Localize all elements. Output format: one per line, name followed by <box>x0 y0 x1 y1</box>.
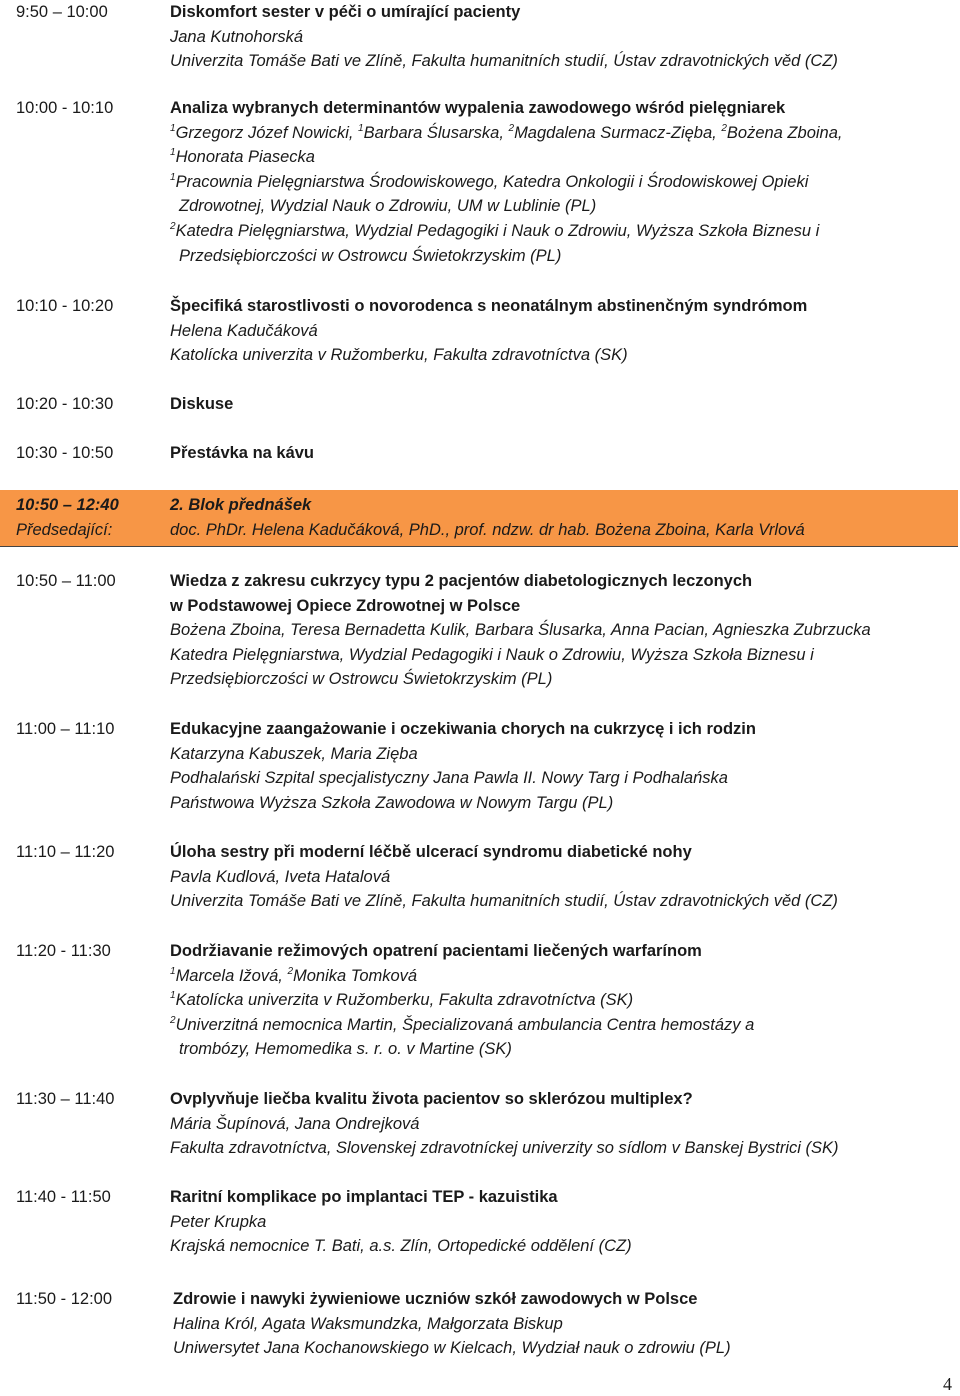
time-slot: 10:20 - 10:30 <box>16 395 114 413</box>
talk-title: Diskuse <box>170 395 234 413</box>
authors: Halina Król, Agata Waksmundzka, Małgorzata Biskup <box>173 1314 563 1333</box>
time-slot: 10:10 - 10:20 <box>16 297 114 315</box>
time-slot: 10:30 - 10:50 <box>16 444 114 462</box>
time-slot: 10:00 - 10:10 <box>16 99 114 117</box>
block-time-and-chair-label <box>16 493 166 542</box>
session-block-header <box>0 490 958 547</box>
chair-label: Předsedající: <box>16 520 113 539</box>
affiliation: Katedra Pielęgniarstwa, Wydzial Pedagogiki i Nauk o Zdrowiu, Wyższa Szkoła Biznesu i <box>170 645 814 664</box>
block-title: 2. Blok přednášek <box>170 496 312 514</box>
talk-title: Úloha sestry při moderní léčbě ulcerací syndromu diabetické nohy <box>170 843 692 861</box>
authors: Katarzyna Kabuszek, Maria Zięba <box>170 744 418 763</box>
affiliation: $^2$Univerzitná nemocnica Martin, Špecializovaná ambulancia Centra hemostázy a <box>170 1014 755 1034</box>
talk-title: Edukacyjne zaangażowanie i oczekiwania chorych na cukrzycę i ich rodzin <box>170 720 756 738</box>
affiliation: Univerzita Tomáše Bati ve Zlíně, Fakulta humanitních studií, Ústav zdravotnických věd (CZ) <box>170 892 838 911</box>
talk-title: Raritní komplikace po implantaci TEP - kazuistika <box>170 1188 558 1206</box>
block-chairs: doc. PhDr. Helena Kadučáková, PhD., prof. ndzw. dr hab. Bożena Zboina, Karla Vrlová <box>170 520 805 539</box>
authors: Pavla Kudlová, Iveta Hatalová <box>170 867 391 886</box>
entry-content <box>170 441 950 466</box>
entry-content <box>170 717 950 815</box>
entry-content <box>170 0 950 74</box>
entry-content <box>170 96 950 268</box>
time-slot: 9:50 – 10:00 <box>16 3 108 21</box>
affiliation: Katolícka univerzita v Ružomberku, Fakulta zdravotníctva (SK) <box>170 346 628 365</box>
time-slot: 11:00 – 11:10 <box>16 720 115 738</box>
affiliation: Fakulta zdravotníctva, Slovenskej zdravotníckej univerzity so sídlom v Banskej Bystrici (SK) <box>170 1139 839 1158</box>
affiliation: Przedsiębiorczości w Ostrowcu Świetokrzyskim (PL) <box>179 246 562 265</box>
affiliation: $^1$Katolícka univerzita v Ružomberku, Fakulta zdravotníctva (SK) <box>170 990 634 1010</box>
entry-content <box>170 840 950 914</box>
affiliation: Przedsiębiorczości w Ostrowcu Świetokrzyskim (PL) <box>170 670 553 689</box>
time-slot: 11:30 – 11:40 <box>16 1090 115 1108</box>
affiliation: Podhalański Szpital specjalistyczny Jana Pawla II. Nowy Targ i Podhalańska <box>170 769 728 788</box>
talk-title: Dodržiavanie režimových opatrení pacientami liečených warfarínom <box>170 942 702 960</box>
authors: $^1$Honorata Piasecka <box>170 147 315 167</box>
time-slot: 11:10 – 11:20 <box>16 843 115 861</box>
authors: Mária Šupínová, Jana Ondrejková <box>170 1114 420 1133</box>
page-number: 4 <box>943 1374 952 1394</box>
affiliation: Univerzita Tomáše Bati ve Zlíně, Fakulta humanitních studií, Ústav zdravotnických věd (CZ) <box>170 52 838 71</box>
talk-title: Špecifiká starostlivosti o novorodenca s neonatálnym abstinenčným syndrómom <box>170 297 808 315</box>
entry-content <box>173 1287 953 1361</box>
entry-content <box>170 1185 950 1259</box>
entry-content <box>170 392 950 417</box>
talk-title-continued: w Podstawowej Opiece Zdrowotnej w Polsce <box>170 596 521 615</box>
talk-title: Analiza wybranych determinantów wypalenia zawodowego wśród pielęgniarek <box>170 99 786 117</box>
talk-title: Wiedza z zakresu cukrzycy typu 2 pacjentów diabetologicznych leczonych <box>170 572 753 590</box>
block-content <box>170 493 950 542</box>
affiliation: Uniwersytet Jana Kochanowskiego w Kielcach, Wydział nauk o zdrowiu (PL) <box>173 1339 731 1358</box>
affiliation: Państwowa Wyższa Szkoła Zawodowa w Nowym Targu (PL) <box>170 793 614 812</box>
entry-content <box>170 294 950 368</box>
entry-content <box>170 569 950 692</box>
authors: Helena Kadučáková <box>170 321 318 340</box>
entry-content <box>170 1087 950 1161</box>
affiliation: Zdrowotnej, Wydzial Nauk o Zdrowiu, UM w Lublinie (PL) <box>179 197 597 216</box>
affiliation: $^2$Katedra Pielęgniarstwa, Wydzial Pedagogiki i Nauk o Zdrowiu, Wyższa Szkoła Biznesu i <box>170 220 820 240</box>
affiliation: trombózy, Hemomedika s. r. o. v Martine (SK) <box>179 1040 512 1059</box>
authors: Jana Kutnohorská <box>170 27 304 46</box>
authors: Bożena Zboina, Teresa Bernadetta Kulik, Barbara Ślusarka, Anna Pacian, Agnieszka Zubrzucka <box>170 621 871 640</box>
talk-title: Přestávka na kávu <box>170 444 315 462</box>
block-time: 10:50 – 12:40 <box>16 496 119 514</box>
time-slot: 11:50 - 12:00 <box>16 1290 113 1308</box>
time-slot: 10:50 – 11:00 <box>16 572 116 590</box>
authors: $^1$Marcela Ižová, $^2$Monika Tomková <box>170 965 418 985</box>
affiliation: $^1$Pracownia Pielęgniarstwa Środowiskowego, Katedra Onkologii i Środowiskowej Opieki <box>170 171 809 191</box>
authors: Peter Krupka <box>170 1212 267 1231</box>
time-slot: 11:40 - 11:50 <box>16 1188 111 1206</box>
talk-title: Ovplyvňuje liečba kvalitu života pacientov so sklerózou multiplex? <box>170 1090 693 1108</box>
authors: $^1$Grzegorz Józef Nowicki, $^1$Barbara Ślusarska, $^2$Magdalena Surmacz-Zięba, $^2$Bożena Zboina, <box>170 122 843 142</box>
talk-title: Diskomfort sester v péči o umírající pacienty <box>170 3 521 21</box>
time-slot: 11:20 - 11:30 <box>16 942 111 960</box>
affiliation: Krajská nemocnice T. Bati, a.s. Zlín, Ortopedické oddělení (CZ) <box>170 1237 632 1256</box>
talk-title: Zdrowie i nawyki żywieniowe uczniów szkół zawodowych w Polsce <box>173 1290 698 1308</box>
entry-content <box>170 939 950 1062</box>
